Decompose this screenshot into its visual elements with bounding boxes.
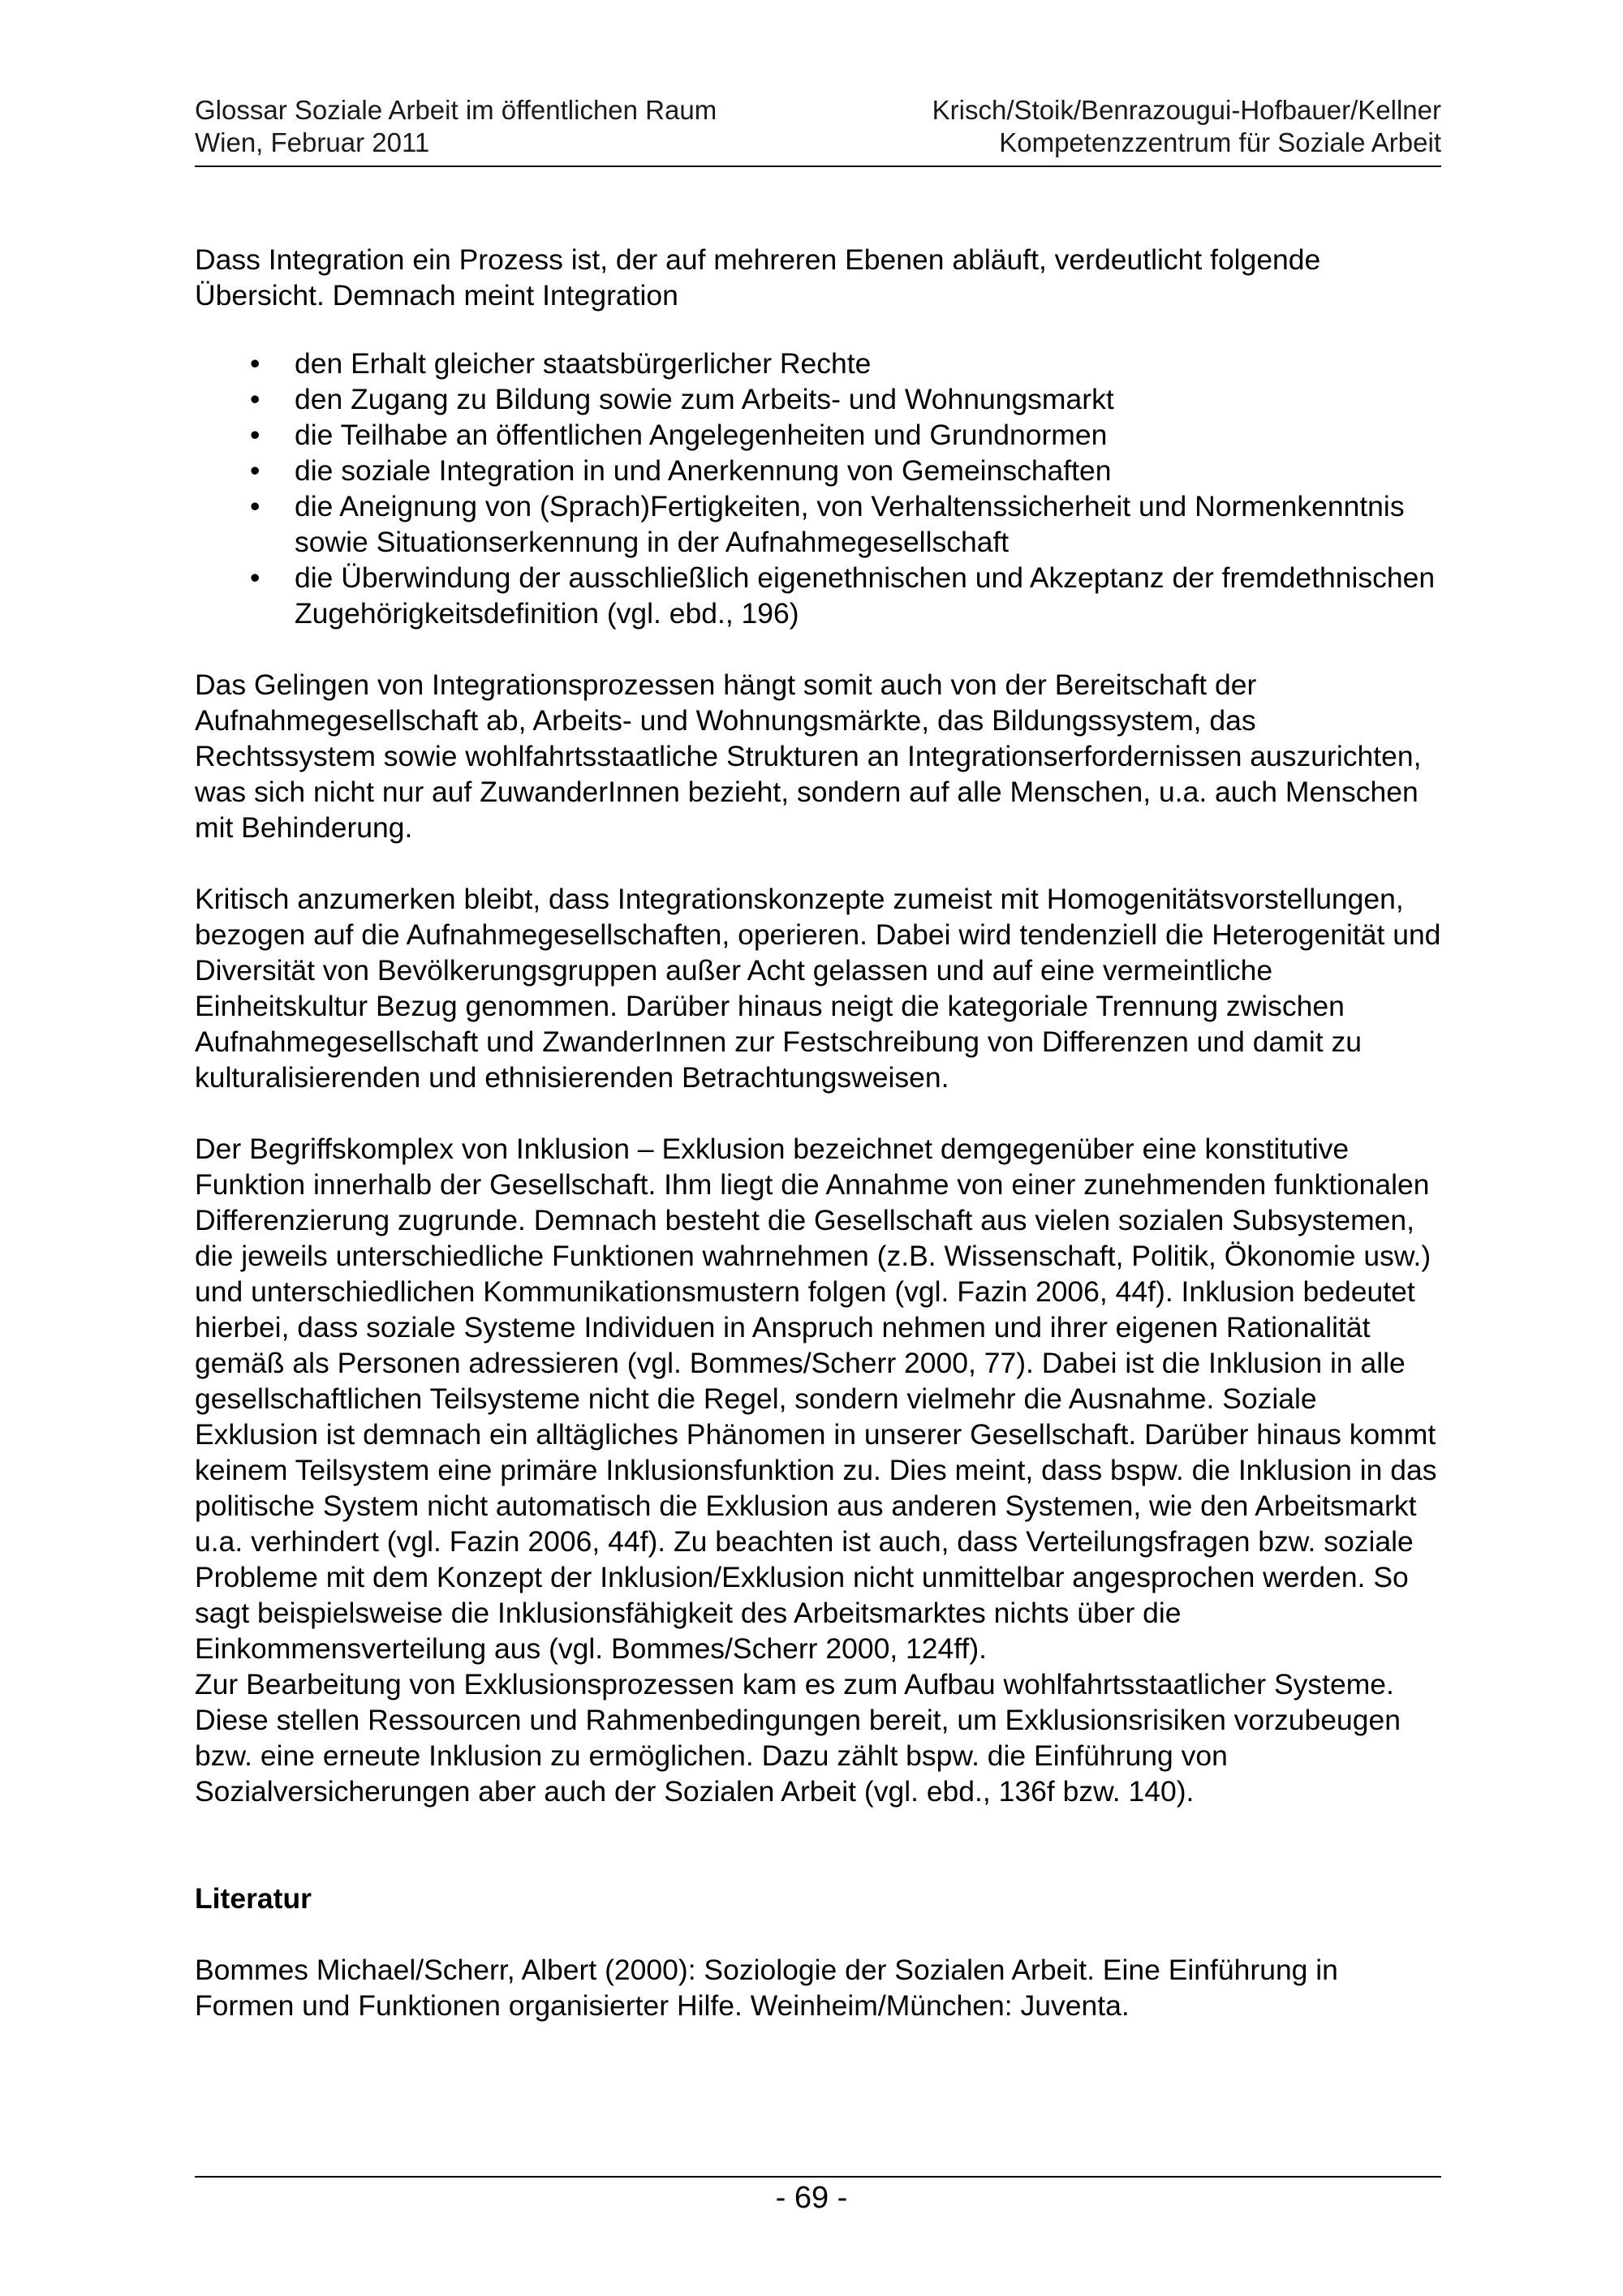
list-item-text: die Aneignung von (Sprach)Fertigkeiten, von Verhaltenssicherheit und Normenkenntnis sowie Situationserkennung in der Aufnahmegesellschaft [295, 490, 1405, 558]
bullet-icon: • [250, 419, 260, 451]
paragraph-critique: Kritisch anzumerken bleibt, dass Integrationskonzepte zumeist mit Homogenitätsvorstellungen, bezogen auf die Aufnahmegesellschaften, operieren. Dabei wird tendenziell die Heterogenität und Diversität von Bevölkerungsgruppen außer Acht gelassen und auf eine vermeintliche Einheitskultur Bezug genommen. Darüber hinaus neigt die kategoriale Trennung zwischen Aufnahmegesellschaft und ZwanderInnen zur Festschreibung von Differenzen und damit zu kulturalisierenden und ethnisierenden Betrachtungsweisen. [195, 883, 1441, 1094]
list-item-text: die Überwindung der ausschließlich eigenethnischen und Akzeptanz der fremdethnischen Zugehörigkeitsdefinition (vgl. ebd., 196) [295, 561, 1436, 630]
literature-entry: Bommes Michael/Scherr, Albert (2000): Soziologie der Sozialen Arbeit. Eine Einführung in Formen und Funktionen organisierter Hilfe. Weinheim/München: Juventa. [195, 1954, 1338, 2022]
paragraph-inclusion-exclusion: Der Begriffskomplex von Inklusion – Exklusion bezeichnet demgegenüber eine konstitutive Funktion innerhalb der Gesellschaft. Ihm liegt die Annahme von einer zunehmenden funktionalen Differenzierung zugrunde. Demnach besteht die Gesellschaft aus vielen sozialen Subsystemen, die jeweils unterschiedliche Funktionen wahrnehmen (z.B. Wissenschaft, Politik, Ökonomie usw.) und unterschiedlichen Kommunikationsmustern folgen (vgl. Fazin 2006, 44f). Inklusion bedeutet hierbei, dass soziale Systeme Individuen in Anspruch nehmen und ihrer eigenen Rationalität gemäß als Personen adressieren (vgl. Bommes/Scherr 2000, 77). Dabei ist die Inklusion in alle gesellschaftlichen Teilsysteme nicht die Regel, sondern vielmehr die Ausnahme. Soziale Exklusion ist demnach ein alltägliches Phänomen in unserer Gesellschaft. Darüber hinaus kommt keinem Teilsystem eine primäre Inklusionsfunktion zu. Dies meint, dass bspw. die Inklusion in das politische System nicht automatisch die Exklusion aus anderen Systemen, wie den Arbeitsmarkt u.a. verhindert (vgl. Fazin 2006, 44f). Zu beachten ist auch, dass Verteilungsfragen bzw. soziale Probleme mit dem Konzept der Inklusion/Exklusion nicht unmittelbar angesprochen werden. So sagt beispielsweise die Inklusionsfähigkeit des Arbeitsmarktes nichts über die Einkommensverteilung aus (vgl. Bommes/Scherr 2000, 124ff). [195, 1133, 1437, 1665]
footer-divider [195, 2176, 1441, 2178]
list-item [195, 453, 1444, 488]
literature-heading: Literatur [195, 1882, 312, 1915]
header-authors: Krisch/Stoik/Benrazougui-Hofbauer/Kellner [932, 95, 1441, 125]
list-item-text: den Erhalt gleicher staatsbürgerlicher Rechte [295, 347, 872, 380]
list-item-text: die Teilhabe an öffentlichen Angelegenheiten und Grundnormen [295, 419, 1108, 451]
header-right [932, 94, 1441, 159]
list-item [195, 560, 1444, 631]
header-organization: Kompetenzzentrum für Soziale Arbeit [999, 127, 1441, 157]
header-left [195, 94, 717, 159]
bullet-icon: • [250, 454, 260, 487]
header-date: Wien, Februar 2011 [195, 127, 430, 157]
integration-bullet-list [195, 346, 1444, 631]
list-item [195, 488, 1444, 560]
list-item [195, 346, 1444, 381]
list-item-text: den Zugang zu Bildung sowie zum Arbeits- und Wohnungsmarkt [295, 383, 1114, 415]
page-body [195, 242, 1444, 2023]
list-item [195, 381, 1444, 417]
bullet-icon: • [250, 347, 260, 380]
list-item [195, 417, 1444, 453]
page-number: - 69 - [775, 2181, 848, 2215]
bullet-icon: • [250, 490, 260, 522]
header-document-title: Glossar Soziale Arbeit im öffentlichen Raum [195, 95, 717, 125]
list-item-text: die soziale Integration in und Anerkennung von Gemeinschaften [295, 454, 1112, 487]
page-header [195, 91, 1441, 167]
paragraph-integration-readiness: Das Gelingen von Integrationsprozessen hängt somit auch von der Bereitschaft der Aufnahmegesellschaft ab, Arbeits- und Wohnungsmärkte, das Bildungssystem, das Rechtssystem sowie wohlfahrtsstaatliche Strukturen an Integrationserfordernissen auszurichten, was sich nicht nur auf ZuwanderInnen bezieht, sondern auf alle Menschen, u.a. auch Menschen mit Behinderung. [195, 669, 1422, 844]
bullet-icon: • [250, 383, 260, 415]
intro-paragraph: Dass Integration ein Prozess ist, der auf mehreren Ebenen abläuft, verdeutlicht folgende Übersicht. Demnach meint Integration [195, 243, 1321, 312]
bullet-icon: • [250, 561, 260, 594]
paragraph-welfare-systems: Zur Bearbeitung von Exklusionsprozessen kam es zum Aufbau wohlfahrtsstaatlicher Systeme. Diese stellen Ressourcen und Rahmenbedingungen bereit, um Exklusionsrisiken vorzubeugen bzw. eine erneute Inklusion zu ermöglichen. Dazu zählt bspw. die Einführung von Sozialversicherungen aber auch der Sozialen Arbeit (vgl. ebd., 136f bzw. 140). [195, 1668, 1401, 1808]
